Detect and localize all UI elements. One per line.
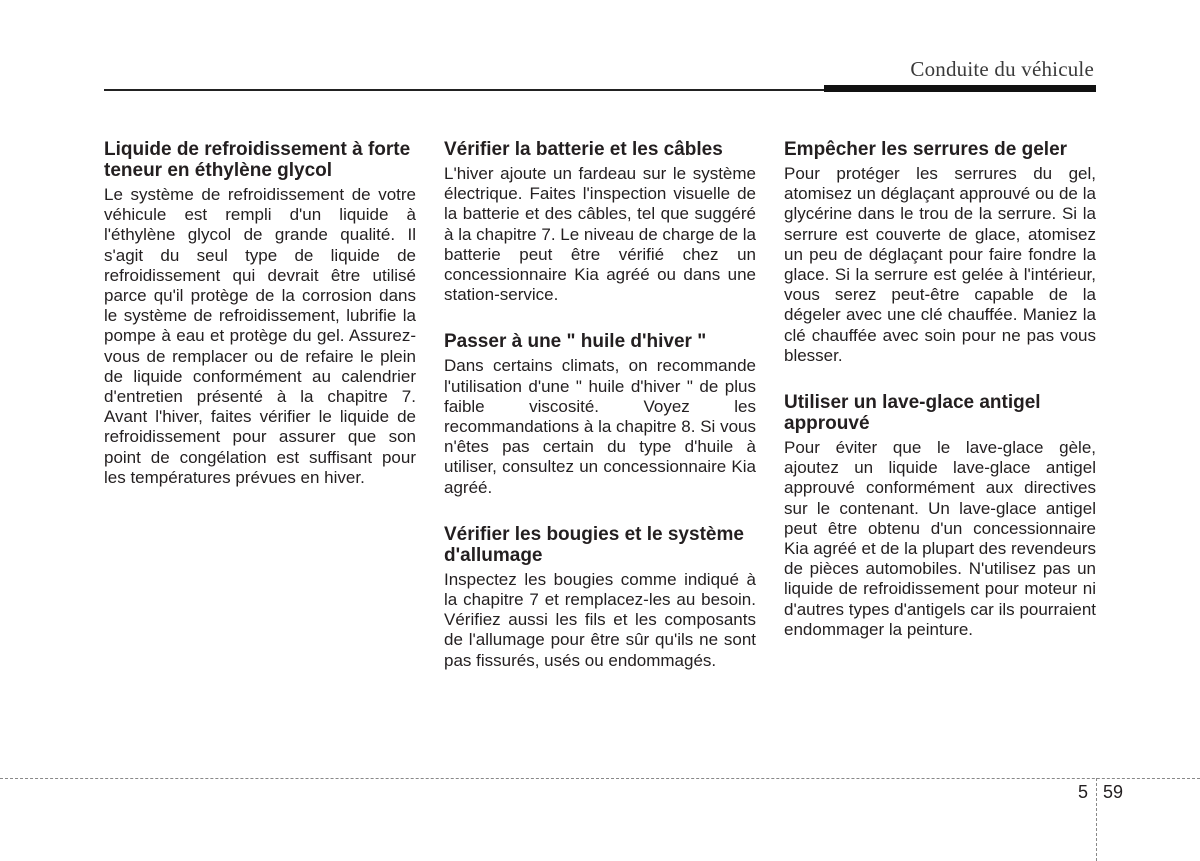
- section-body: Pour éviter que le lave-glace gèle, ajoutez un liquide lave-glace antigel approuvé conformément aux directives sur le contenant. Un lave-glace antigel peut être obtenu d'un concessionnaire Kia agréé et de la plupart des revendeurs de pièces automobiles. N'utilisez pas un liquide de refroidissement pour moteur ni d'autres types d'antigels car ils pourraient endommager la peinture.: [784, 438, 1096, 639]
- section-heading: Vérifier les bougies et le système d'allumage: [444, 523, 744, 566]
- section-washer-fluid: [784, 392, 1096, 640]
- section-winter-oil: [444, 331, 756, 497]
- section-heading: Vérifier la batterie et les câbles: [444, 139, 723, 160]
- section-body: Pour protéger les serrures du gel, atomisez un déglaçant approuvé ou de la glycérine dans le trou de la serrure. Si la serrure est couverte de glace, atomisez un peu de déglaçant pour faire fondre la glace. Si la serrure est gelée à l'intérieur, vous serez peut-être capable de la dégeler avec une clé chauffée. Maniez la clé chauffée avec soin pour ne pas vous blesser.: [784, 164, 1096, 365]
- section-coolant: [104, 139, 416, 488]
- footer-page-divider: [1096, 778, 1097, 861]
- section-heading: Passer à une " huile d'hiver ": [444, 331, 707, 353]
- section-body: Le système de refroidissement de votre véhicule est rempli d'un liquide à l'éthylène glycol de grande qualité. Il s'agit du seul type de liquide de refroidissement qui devrait être utilisé parce qu'il protège de la corrosion dans le système de refroidissement, lubrifie la pompe à eau et protège du gel. Assurez-vous de remplacer ou de refaire le plein de liquide conformément au calendrier d'entretien présenté à la chapitre 7. Avant l'hiver, faites vérifier le liquide de refroidissement pour assurer que son point de congélation est suffisant pour les températures prévues en hiver.: [104, 185, 416, 487]
- section-body: Dans certains climats, on recommande l'utilisation d'une " huile d'hiver " de plus faible viscosité. Voyez les recommandations à la chapitre 8. Si vous n'êtes pas certain du type d'huile à utiliser, consultez un concessionnaire Kia agréé.: [444, 356, 756, 497]
- column-3: [784, 139, 1096, 666]
- chapter-number: 5: [1078, 782, 1089, 802]
- column-1: [104, 139, 416, 514]
- section-heading: Utiliser un lave-glace antigel approuvé: [784, 392, 1041, 435]
- header-rule-accent: [824, 85, 1096, 92]
- page-number: 59: [1103, 782, 1124, 802]
- section-heading: Liquide de refroidissement à forte teneur en éthylène glycol: [104, 139, 411, 181]
- section-battery: [444, 139, 756, 305]
- page-header-title: Conduite du véhicule: [910, 57, 1094, 81]
- section-spark-plugs: [444, 524, 756, 671]
- section-locks: [784, 139, 1096, 366]
- column-2: [444, 139, 756, 697]
- footer-divider: [0, 778, 1200, 779]
- section-body: Inspectez les bougies comme indiqué à la chapitre 7 et remplacez-les au besoin. Vérifiez aussi les fils et les composants de l'allumage pour être sûr qu'ils ne sont pas fissurés, usés ou endommagés.: [444, 569, 756, 670]
- section-heading: Empêcher les serrures de geler: [784, 139, 1068, 160]
- section-body: L'hiver ajoute un fardeau sur le système électrique. Faites l'inspection visuelle de la batterie et des câbles, tel que suggéré à la chapitre 7. Le niveau de charge de la batterie peut être vérifié chez un concessionnaire Kia agréé ou dans une station-service.: [444, 164, 756, 305]
